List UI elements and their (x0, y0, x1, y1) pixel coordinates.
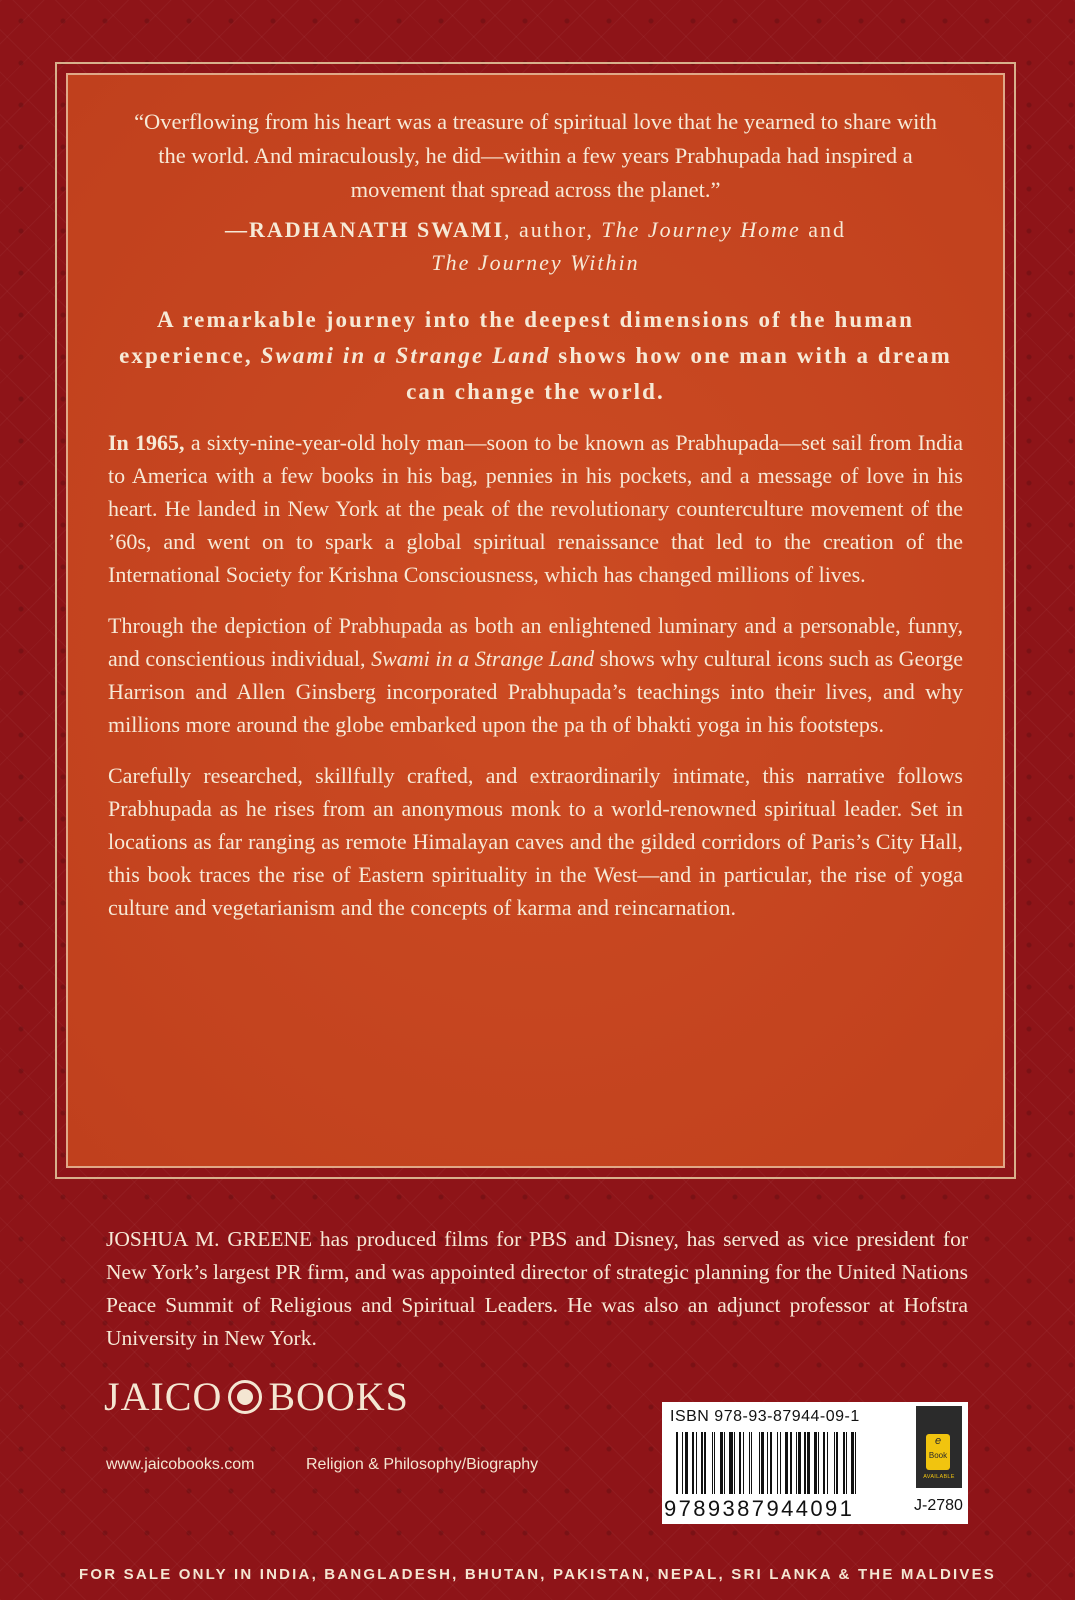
barcode-bar (743, 1432, 744, 1494)
book-category: Religion & Philosophy/Biography (306, 1456, 539, 1473)
attribution-name: — RADHANATH SWAMI (225, 217, 504, 242)
barcode-bar (818, 1432, 819, 1494)
barcode-bar (745, 1432, 747, 1494)
attribution-book-one: The Journey Home (601, 217, 801, 242)
barcode-bar (698, 1432, 699, 1494)
paragraph-1-lead: In 1965, (108, 430, 185, 455)
barcode-bar (820, 1432, 821, 1494)
barcode-bar (782, 1432, 783, 1494)
isbn-label: ISBN 978-93-87944-09-1 (670, 1408, 860, 1425)
barcode-bar (685, 1432, 689, 1494)
barcode-bar (777, 1432, 778, 1494)
publisher-emblem-icon (228, 1380, 262, 1414)
barcode-bar (851, 1432, 853, 1494)
barcode-bar (814, 1432, 816, 1494)
description-paragraph-3: Carefully researched, skillfully crafted, and extraordinarily intimate, this narrative follows Prabhupada as he rises from an anonymous monk to a world-renowned spiritual leader. Set in locations as far ranging as remote Himalayan caves and the gilded corridors of Paris’s City Hall, this book traces the rise of Eastern spirituality in the West—and in particular, the rise of yoga culture and vegetarianism and the concepts of karma and reincarnation. (108, 763, 963, 920)
ebook-box (912, 1402, 968, 1524)
barcode-bar (823, 1432, 825, 1494)
endorsement-quote: “Overflowing from his heart was a treasure of spiritual love that he yearned to share with the world. And miraculously, he did—within a few years Prabhupada had inspired a movement that spread across the planet.” (134, 109, 937, 202)
publisher-logo (104, 1373, 409, 1420)
barcode-bar (714, 1432, 715, 1494)
barcode-bar (836, 1432, 837, 1494)
barcode-bar (812, 1432, 813, 1494)
barcode-bar (834, 1432, 835, 1494)
barcode-bar (739, 1432, 741, 1494)
barcode-bar (793, 1432, 794, 1494)
barcode-bar (754, 1432, 758, 1494)
lead-statement (108, 302, 963, 410)
barcode-bar (790, 1432, 792, 1494)
barcode-bar (849, 1432, 850, 1494)
barcode-bar (692, 1432, 694, 1494)
barcode-bar (717, 1432, 719, 1494)
barcode-bar (720, 1432, 722, 1494)
ebook-available-badge (916, 1406, 962, 1488)
barcode-box (662, 1402, 912, 1524)
paragraph-2-book-title: Swami in a Strange Land (371, 646, 595, 671)
lead-book-title: Swami in a Strange Land (260, 343, 551, 368)
barcode-bar (696, 1432, 697, 1494)
barcode-bar (796, 1432, 797, 1494)
paragraph-1-text: a sixty-nine-year-old holy man—soon to be known as Prabhupada—set sail from India to America with a few books in his bag, pennies in his pockets, and a message of love in his heart. He landed in New York at the peak of the revolutionary counterculture movement of the ’60s, and went on to spark a global spiritual renaissance that led to the creation of the International Society for Krishna Consciousness, which has changed millions of lives. (108, 430, 964, 587)
attribution-conjunction: and (800, 217, 847, 242)
product-code: J-2780 (914, 1497, 963, 1514)
description-paragraph-1 (108, 426, 963, 591)
barcode-bar (827, 1432, 828, 1494)
publisher-url: www.jaicobooks.com (106, 1456, 255, 1473)
paragraph-2-after: shows why cultural icons such as George Harrison and Allen Ginsberg incorporated Prabhupada’s teachings into their lives, and why millions more around the globe embarked upon the pa th of bhakti yoga in his footsteps. (108, 646, 964, 737)
barcode-bar (707, 1432, 711, 1494)
barcode-bar (798, 1432, 800, 1494)
barcode-bar (773, 1432, 775, 1494)
barcode-bar (676, 1432, 678, 1494)
barcode-bar (846, 1432, 847, 1494)
attribution-book-two: The Journey Within (431, 250, 640, 275)
barcode-bars-icon (676, 1432, 904, 1494)
author-bio: JOSHUA M. GREENE has produced films for PBS and Disney, has served as vice president for New York’s largest PR firm, and was appointed director of strategic planning for the United Nations Peace Summit of Religious and Spiritual Leaders. He was also an adjunct professor at Hofstra University in New York. (106, 1227, 968, 1350)
barcode-bar (785, 1432, 789, 1494)
barcode-bar (802, 1432, 803, 1494)
barcode-bar (780, 1432, 781, 1494)
sale-territory-notice: FOR SALE ONLY IN INDIA, BANGLADESH, BHUTAN, PAKISTAN, NEPAL, SRI LANKA & THE MALDIVES (78, 1566, 997, 1583)
barcode-bar (804, 1432, 805, 1494)
publisher-name-left: JAICO (104, 1374, 223, 1419)
paragraph-2-before: Through the depiction of Prabhupada as both an enlightened luminary and a personable, funny, and conscientious individual, (108, 613, 963, 671)
ebook-word: Book (928, 1451, 948, 1460)
description-paragraph-2 (108, 609, 963, 741)
barcode-bar (807, 1432, 811, 1494)
barcode-bar (839, 1432, 841, 1494)
barcode-bar (767, 1432, 768, 1494)
ebook-available-text: AVAILABLE (923, 1474, 955, 1480)
barcode-bar (724, 1432, 725, 1494)
barcode-bar (749, 1432, 750, 1494)
barcode-bar (727, 1432, 728, 1494)
barcode-bar (736, 1432, 737, 1494)
ebook-icon (926, 1434, 950, 1470)
barcode-digits: 9789387944091 (664, 1496, 855, 1521)
barcode-bar (759, 1432, 760, 1494)
blurb-panel (66, 73, 1005, 1168)
barcode-bar (855, 1432, 856, 1494)
barcode-bar (712, 1432, 713, 1494)
barcode-bar (690, 1432, 691, 1494)
blurb-content (108, 75, 963, 924)
ebook-letter: e (934, 1435, 942, 1447)
barcode-bar (751, 1432, 752, 1494)
barcode-bar (843, 1432, 845, 1494)
barcode-bar (682, 1432, 683, 1494)
barcode-bar (770, 1432, 772, 1494)
lead-before: A remarkable journey into the deepest dimensions of the human experience, (119, 307, 914, 368)
quote-attribution (108, 213, 963, 279)
barcode-bar (761, 1432, 763, 1494)
barcode-bar (765, 1432, 766, 1494)
barcode-bar (729, 1432, 733, 1494)
barcode-bar (704, 1432, 705, 1494)
barcode-bar (701, 1432, 703, 1494)
lead-after: shows how one man with a dream can change the world. (406, 343, 952, 404)
barcode-bar (829, 1432, 833, 1494)
attribution-role: , author, (504, 217, 602, 242)
barcode-bar (680, 1432, 681, 1494)
publisher-name-right: BOOKS (268, 1374, 409, 1419)
barcode-bar (734, 1432, 735, 1494)
